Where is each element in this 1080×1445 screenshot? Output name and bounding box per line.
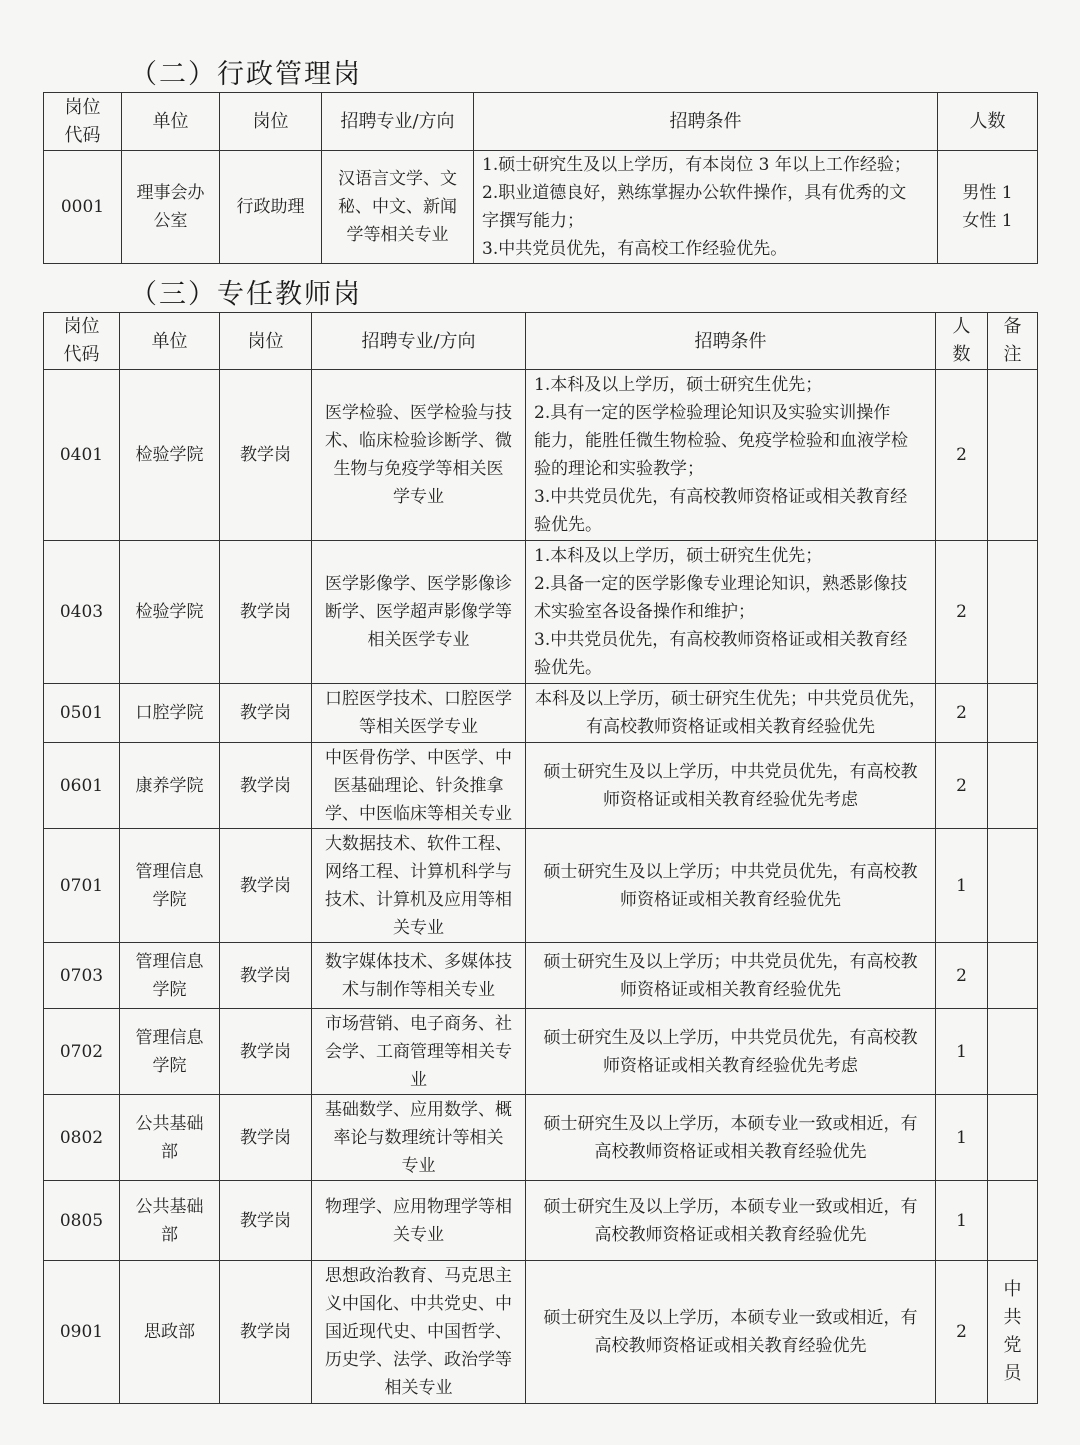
header-code: 岗位 代码 — [44, 313, 120, 370]
cell-count: 1 — [936, 1095, 988, 1181]
cell-code: 0702 — [44, 1009, 120, 1095]
cell-requirements: 硕士研究生及以上学历；中共党员优先，有高校教 师资格证或相关教育经验优先 — [526, 943, 936, 1009]
cell-unit: 思政部 — [120, 1261, 220, 1404]
cell-major: 物理学、应用物理学等相 关专业 — [312, 1181, 526, 1261]
cell-requirements: 本科及以上学历，硕士研究生优先；中共党员优先， 有高校教师资格证或相关教育经验优先 — [526, 684, 936, 743]
cell-unit: 管理信息 学院 — [120, 943, 220, 1009]
header-major: 招聘专业/方向 — [322, 93, 474, 151]
cell-code: 0601 — [44, 743, 120, 829]
cell-major: 医学影像学、医学影像诊 断学、医学超声影像学等 相关医学专业 — [312, 541, 526, 684]
cell-requirements: 硕士研究生及以上学历；中共党员优先，有高校教 师资格证或相关教育经验优先 — [526, 829, 936, 943]
table-row — [44, 943, 1038, 1009]
cell-requirements: 硕士研究生及以上学历，本硕专业一致或相近，有 高校教师资格证或相关教育经验优先 — [526, 1261, 936, 1404]
table-row — [44, 370, 1038, 541]
cell-unit: 康养学院 — [120, 743, 220, 829]
table-header-row — [44, 313, 1038, 370]
cell-post: 教学岗 — [220, 541, 312, 684]
cell-note — [988, 1009, 1038, 1095]
cell-requirements: 硕士研究生及以上学历，中共党员优先，有高校教 师资格证或相关教育经验优先考虑 — [526, 1009, 936, 1095]
cell-note: 中 共 党 员 — [988, 1261, 1038, 1404]
cell-major: 思想政治教育、马克思主 义中国化、中共党史、中 国近现代史、中国哲学、 历史学、法学、政治学等 相关专业 — [312, 1261, 526, 1404]
cell-note — [988, 743, 1038, 829]
cell-major: 大数据技术、软件工程、 网络工程、计算机科学与 技术、计算机及应用等相 关专业 — [312, 829, 526, 943]
cell-count: 1 — [936, 1009, 988, 1095]
table-header-row — [44, 93, 1038, 151]
cell-code: 0802 — [44, 1095, 120, 1181]
cell-unit: 理事会办 公室 — [122, 151, 220, 264]
header-count: 人数 — [938, 93, 1038, 151]
cell-major: 数字媒体技术、多媒体技 术与制作等相关专业 — [312, 943, 526, 1009]
section-title-teacher: （三）专任教师岗 — [130, 279, 362, 310]
cell-note — [988, 684, 1038, 743]
cell-count: 男性 1 女性 1 — [938, 151, 1038, 264]
cell-post: 教学岗 — [220, 1009, 312, 1095]
table-row — [44, 829, 1038, 943]
cell-code: 0001 — [44, 151, 122, 264]
cell-post: 教学岗 — [220, 684, 312, 743]
cell-requirements: 硕士研究生及以上学历，中共党员优先，有高校教 师资格证或相关教育经验优先考虑 — [526, 743, 936, 829]
table-row — [44, 1009, 1038, 1095]
cell-code: 0701 — [44, 829, 120, 943]
header-unit: 单位 — [120, 313, 220, 370]
cell-post: 教学岗 — [220, 1261, 312, 1404]
table-row — [44, 541, 1038, 684]
cell-code: 0901 — [44, 1261, 120, 1404]
cell-code: 0805 — [44, 1181, 120, 1261]
cell-count: 1 — [936, 1181, 988, 1261]
cell-unit: 检验学院 — [120, 370, 220, 541]
header-major: 招聘专业/方向 — [312, 313, 526, 370]
cell-count: 1 — [936, 829, 988, 943]
cell-requirements: 1.本科及以上学历，硕士研究生优先； 2.具备一定的医学影像专业理论知识，熟悉影像技 术实验室各设备操作和维护； 3.中共党员优先，有高校教师资格证或相关教育经 验优先。 — [526, 541, 936, 684]
cell-major: 中医骨伤学、中医学、中 医基础理论、针灸推拿 学、中医临床等相关专业 — [312, 743, 526, 829]
cell-major: 医学检验、医学检验与技 术、临床检验诊断学、微 生物与免疫学等相关医 学专业 — [312, 370, 526, 541]
cell-major: 口腔医学技术、口腔医学 等相关医学专业 — [312, 684, 526, 743]
table-row — [44, 743, 1038, 829]
cell-unit: 管理信息 学院 — [120, 1009, 220, 1095]
cell-post: 教学岗 — [220, 1181, 312, 1261]
table-row — [44, 151, 1038, 264]
cell-count: 2 — [936, 1261, 988, 1404]
cell-note — [988, 370, 1038, 541]
cell-unit: 口腔学院 — [120, 684, 220, 743]
cell-code: 0703 — [44, 943, 120, 1009]
header-note: 备 注 — [988, 313, 1038, 370]
cell-code: 0501 — [44, 684, 120, 743]
cell-code: 0403 — [44, 541, 120, 684]
cell-post: 教学岗 — [220, 370, 312, 541]
cell-major: 汉语言文学、文 秘、中文、新闻 学等相关专业 — [322, 151, 474, 264]
header-code: 岗位 代码 — [44, 93, 122, 151]
table-row — [44, 684, 1038, 743]
cell-count: 2 — [936, 743, 988, 829]
header-post: 岗位 — [220, 93, 322, 151]
cell-post: 教学岗 — [220, 1095, 312, 1181]
cell-unit: 检验学院 — [120, 541, 220, 684]
cell-count: 2 — [936, 943, 988, 1009]
cell-requirements: 硕士研究生及以上学历，本硕专业一致或相近，有 高校教师资格证或相关教育经验优先 — [526, 1095, 936, 1181]
table-row — [44, 1261, 1038, 1404]
cell-post: 行政助理 — [220, 151, 322, 264]
teacher-positions-table — [43, 312, 1038, 1404]
cell-count: 2 — [936, 684, 988, 743]
cell-unit: 管理信息 学院 — [120, 829, 220, 943]
header-post: 岗位 — [220, 313, 312, 370]
header-unit: 单位 — [122, 93, 220, 151]
cell-major: 市场营销、电子商务、社 会学、工商管理等相关专 业 — [312, 1009, 526, 1095]
admin-positions-table — [43, 92, 1038, 264]
table-row — [44, 1095, 1038, 1181]
cell-note — [988, 829, 1038, 943]
cell-unit: 公共基础 部 — [120, 1095, 220, 1181]
cell-post: 教学岗 — [220, 743, 312, 829]
cell-note — [988, 1095, 1038, 1181]
cell-major: 基础数学、应用数学、概 率论与数理统计等相关 专业 — [312, 1095, 526, 1181]
header-count: 人 数 — [936, 313, 988, 370]
cell-note — [988, 1181, 1038, 1261]
cell-code: 0401 — [44, 370, 120, 541]
table-row — [44, 1181, 1038, 1261]
cell-requirements: 硕士研究生及以上学历，本硕专业一致或相近，有 高校教师资格证或相关教育经验优先 — [526, 1181, 936, 1261]
cell-requirements: 1.本科及以上学历，硕士研究生优先； 2.具有一定的医学检验理论知识及实验实训操作 能力，能胜任微生物检验、免疫学检验和血液学检 验的理论和实验教学； 3.中共党员优先，有高校教师资格证或相关教育经 验优先。 — [526, 370, 936, 541]
cell-post: 教学岗 — [220, 829, 312, 943]
header-requirements: 招聘条件 — [474, 93, 938, 151]
section-title-admin: （二）行政管理岗 — [130, 59, 362, 90]
cell-post: 教学岗 — [220, 943, 312, 1009]
cell-count: 2 — [936, 370, 988, 541]
cell-unit: 公共基础 部 — [120, 1181, 220, 1261]
cell-requirements: 1.硕士研究生及以上学历，有本岗位 3 年以上工作经验； 2.职业道德良好，熟练掌握办公软件操作，具有优秀的文 字撰写能力； 3.中共党员优先，有高校工作经验优先。 — [474, 151, 938, 264]
cell-note — [988, 541, 1038, 684]
cell-note — [988, 943, 1038, 1009]
header-requirements: 招聘条件 — [526, 313, 936, 370]
cell-count: 2 — [936, 541, 988, 684]
